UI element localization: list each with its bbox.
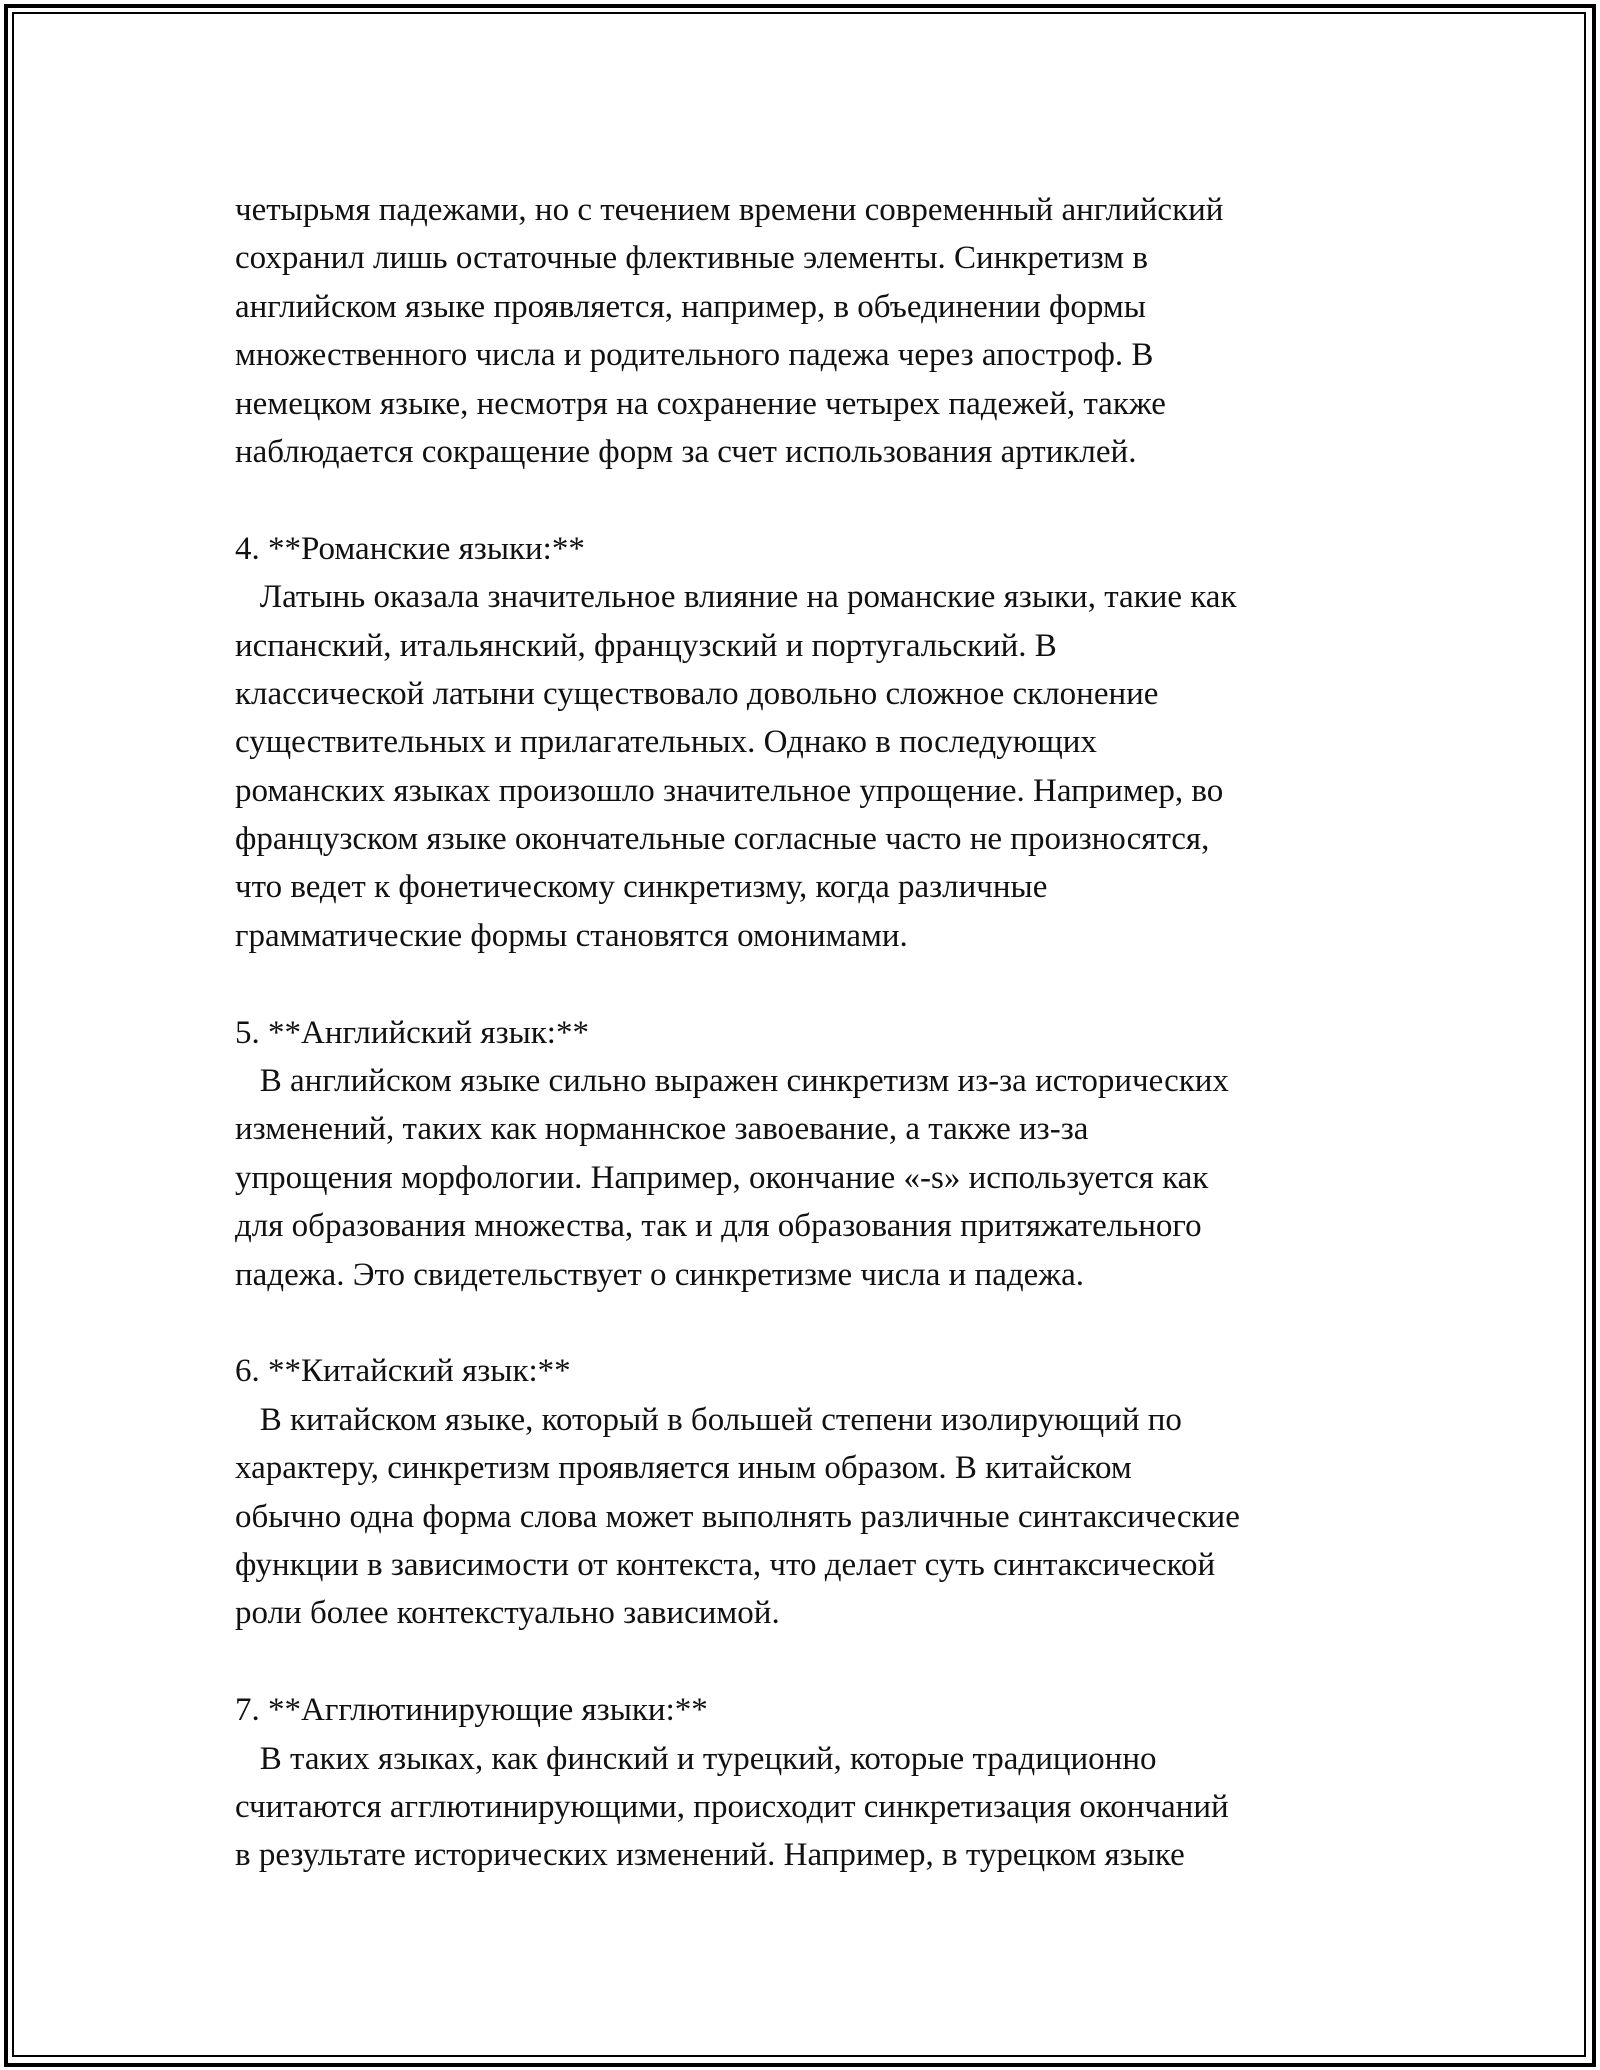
section-heading: 4. **Романские языки:** <box>235 530 585 567</box>
text-line: существительных и прилагательных. Однако в последующих <box>235 724 1097 761</box>
text-line: в результате исторических изменений. Например, в турецком языке <box>235 1837 1185 1874</box>
text-line: падежа. Это свидетельствует о синкретизме числа и падежа. <box>235 1256 1084 1293</box>
text-line: В английском языке сильно выражен синкретизм из-за исторических <box>235 1063 1229 1100</box>
text-line: что ведет к фонетическому синкретизму, когда различные <box>235 869 1048 906</box>
text-line: В китайском языке, который в большей степени изолирующий по <box>235 1401 1182 1438</box>
text-line: характеру, синкретизм проявляется иным образом. В китайском <box>235 1450 1132 1487</box>
section-heading: 7. **Агглютинирующие языки:** <box>235 1692 708 1729</box>
text-line: Латынь оказала значительное влияние на романские языки, такие как <box>235 579 1237 616</box>
text-line: наблюдается сокращение форм за счет использования артиклей. <box>235 433 1137 470</box>
text-line: функции в зависимости от контекста, что делает суть синтаксической <box>235 1546 1216 1583</box>
text-line: классической латыни существовало довольно сложное склонение <box>235 675 1159 712</box>
text-line: романских языках произошло значительное упрощение. Например, во <box>235 772 1224 809</box>
section-chinese-language <box>235 1347 1365 1637</box>
section-heading: 5. **Английский язык:** <box>235 1014 589 1051</box>
section-heading: 6. **Китайский язык:** <box>235 1353 571 1390</box>
text-line: четырьмя падежами, но с течением времени современный английский <box>235 192 1224 228</box>
paragraph-gap <box>235 1299 1365 1347</box>
text-line: В таких языках, как финский и турецкий, которые традиционно <box>235 1740 1157 1777</box>
section-english-language <box>235 1009 1365 1299</box>
text-line: английском языке проявляется, например, в объединении формы <box>235 288 1146 325</box>
text-line: грамматические формы становятся омонимами. <box>235 917 908 954</box>
text-line: роли более контекстуально зависимой. <box>235 1595 780 1632</box>
intro-paragraph <box>235 186 1365 476</box>
text-line: обычно одна форма слова может выполнять различные синтаксические <box>235 1498 1240 1535</box>
text-line: французском языке окончательные согласные часто не произносятся, <box>235 821 1210 858</box>
paragraph-gap <box>235 1638 1365 1686</box>
text-line: считаются агглютинирующими, происходит синкретизация окончаний <box>235 1788 1229 1825</box>
text-line: сохранил лишь остаточные флективные элементы. Синкретизм в <box>235 240 1148 277</box>
text-line: упрощения морфологии. Например, окончание «-s» используется как <box>235 1159 1209 1196</box>
text-line: испанский, итальянский, французский и португальский. В <box>235 627 1057 664</box>
paragraph-gap <box>235 476 1365 524</box>
section-agglutinative-languages <box>235 1686 1365 1880</box>
text-line: множественного числа и родительного падежа через апостроф. В <box>235 337 1154 374</box>
text-line: для образования множества, так и для образования притяжательного <box>235 1208 1202 1245</box>
text-line: изменений, таких как норманнское завоевание, а также из-за <box>235 1111 1089 1148</box>
text-line: немецком языке, несмотря на сохранение четырех падежей, также <box>235 385 1166 422</box>
section-romance-languages <box>235 525 1365 961</box>
paragraph-gap <box>235 960 1365 1008</box>
document-body <box>235 186 1365 1880</box>
